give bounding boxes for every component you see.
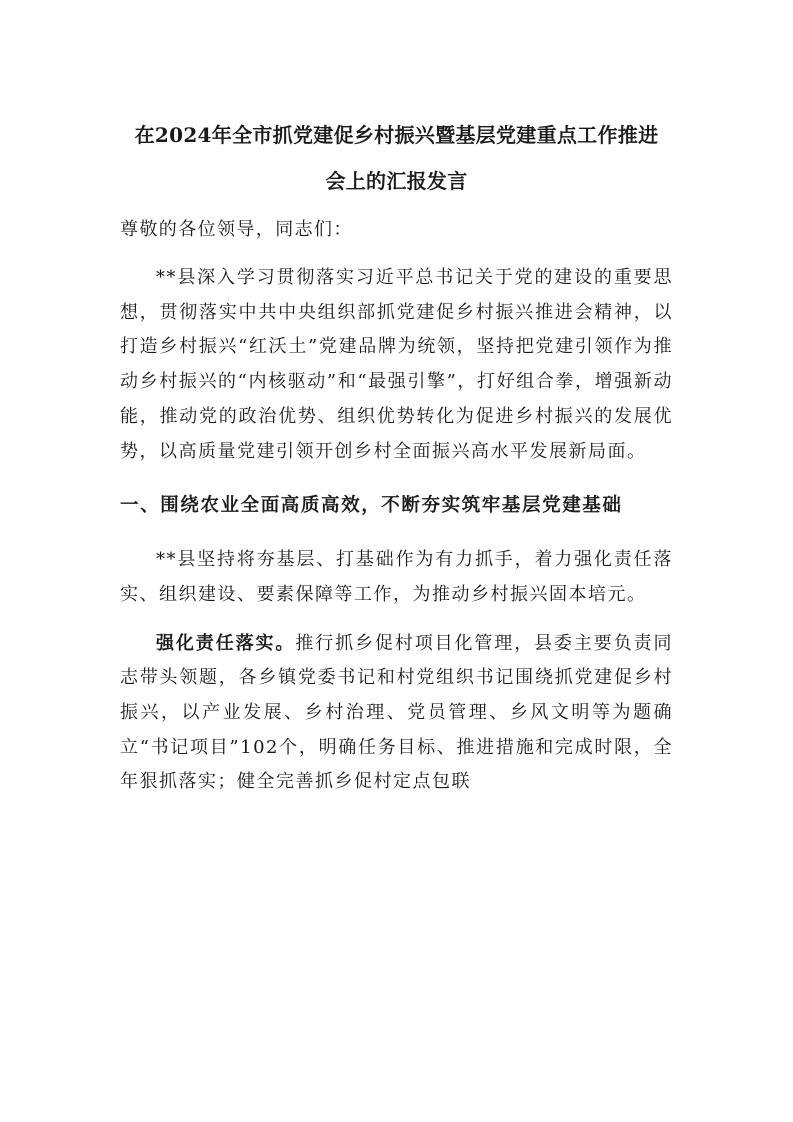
document-page — [120, 112, 673, 800]
title-line-1: 在2024年全市抓党建促乡村振兴暨基层党建重点工作推进 — [134, 123, 659, 147]
salutation: 尊敬的各位领导，同志们： — [120, 219, 353, 240]
section-1-intro-paragraph: **县坚持将夯基层、打基础作为有力抓手，着力强化责任落实、组织建设、要素保障等工作，为推动乡村振兴固本培元。 — [120, 549, 673, 605]
section-1-sub-1-paragraph — [120, 627, 673, 801]
section-1-heading: 一、围绕农业全面高质高效，不断夯实筑牢基层党建基础 — [120, 495, 623, 517]
document-title — [120, 112, 673, 204]
intro-paragraph: **县深入学习贯彻落实习近平总书记关于党的建设的重要思想，贯彻落实中共中央组织部抓党建促乡村振兴推进会精神，以打造乡村振兴“红沃土”党建品牌为统领，坚持把党建引领作为推动乡村振兴的“内核驱动”和“最强引擎”，打好组合拳，增强新动能，推动党的政治优势、组织优势转化为促进乡村振兴的发展优势，以高质量党建引领开创乡村全面振兴高水平发展新局面。 — [120, 267, 673, 462]
sub-1-body: 推行抓乡促村项目化管理，县委主要负责同志带头领题，各乡镇党委书记和村党组织书记围绕抓党建促乡村振兴，以产业发展、乡村治理、党员管理、乡风文明等为题确立“书记项目”102个，明确任务目标、推进措施和完成时限，全年狠抓落实；健全完善抓乡促村定点包联 — [120, 632, 674, 793]
sub-1-lead: 强化责任落实。 — [156, 632, 296, 654]
title-line-2: 会上的汇报发言 — [325, 169, 468, 193]
